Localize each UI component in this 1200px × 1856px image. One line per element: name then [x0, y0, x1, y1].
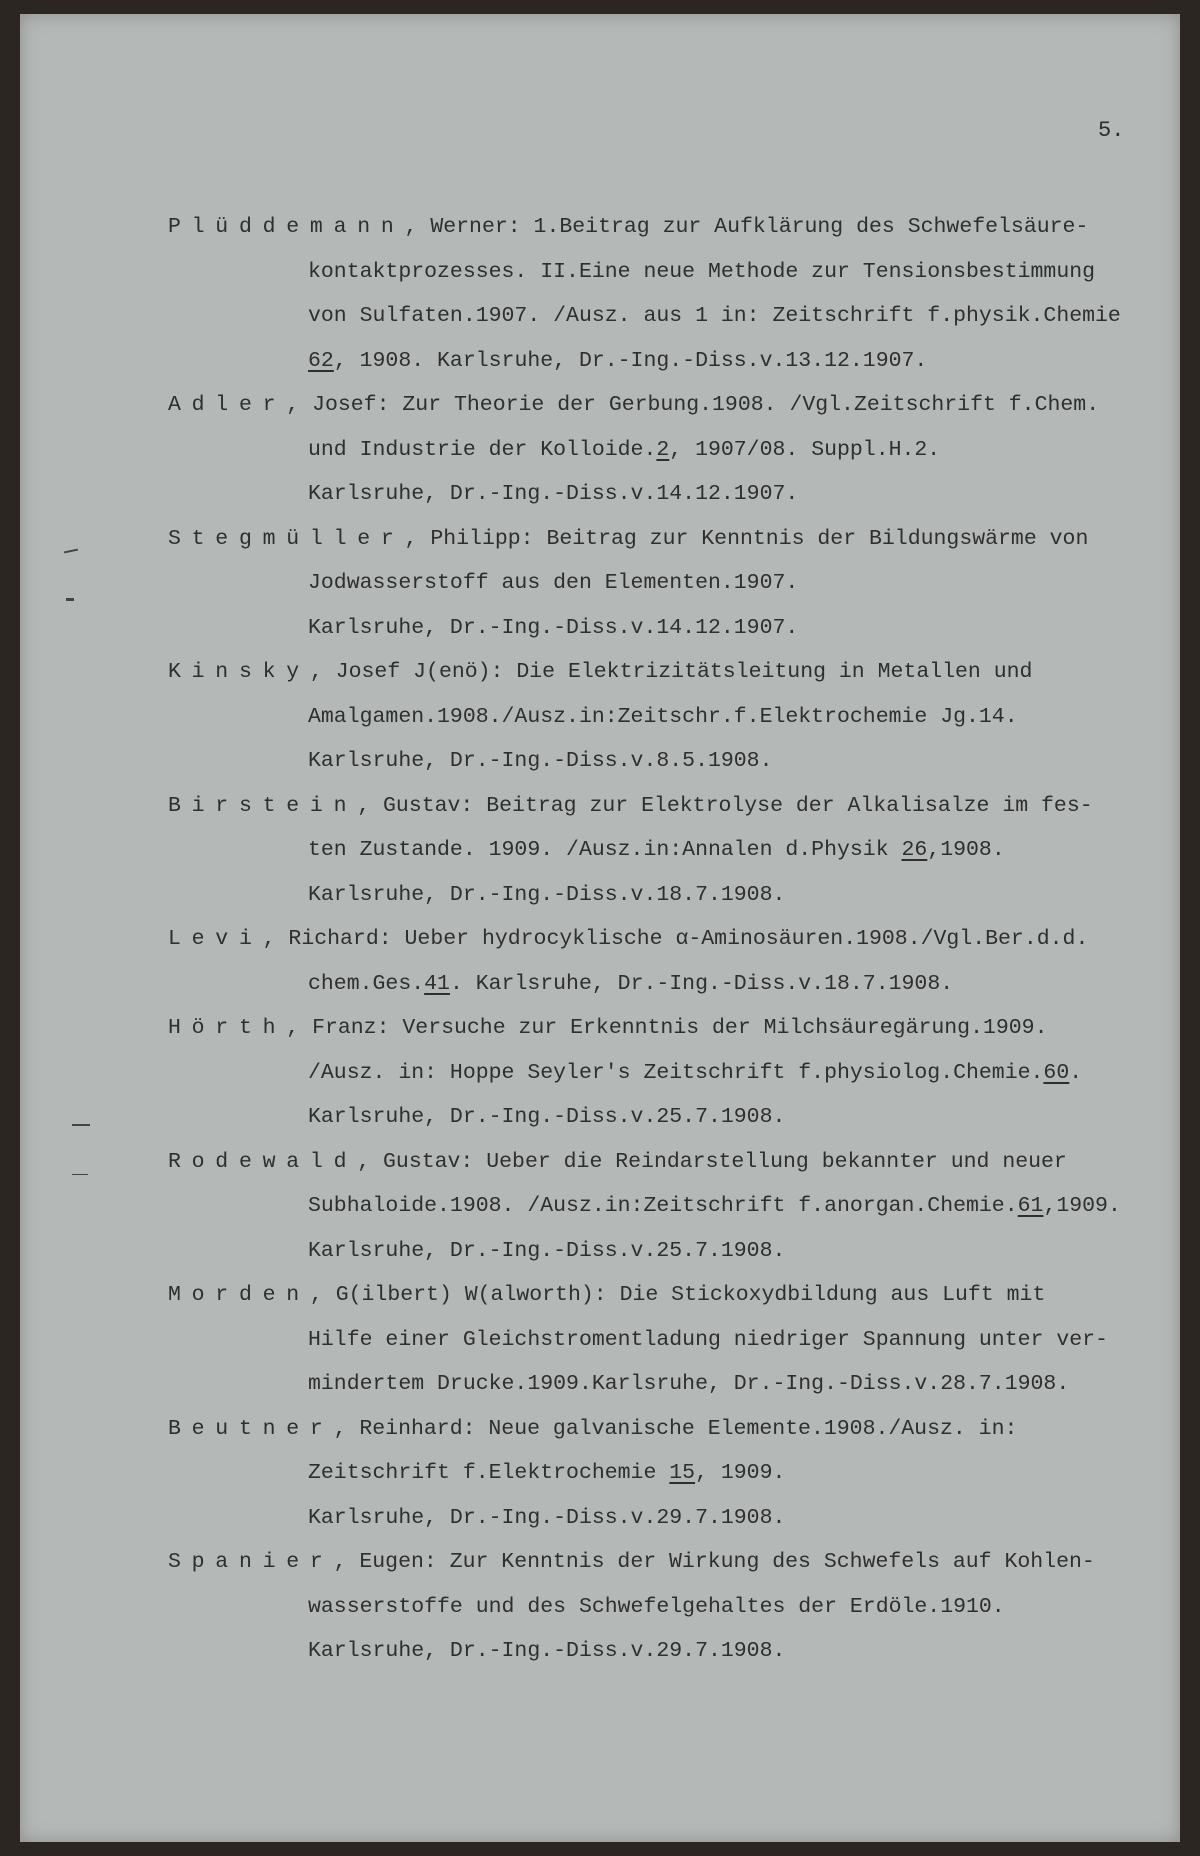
entry-text: Karlsruhe, Dr.-Ing.-Diss.v.18.7.1908.: [308, 882, 786, 907]
margin-mark: [72, 1174, 88, 1175]
entry-first-line: [168, 784, 1188, 829]
entry-text: Karlsruhe, Dr.-Ing.-Diss.v.14.12.1907.: [308, 615, 799, 640]
entry-text: , Gustav: Ueber die Reindarstellung bekannter und neuer: [357, 1149, 1067, 1174]
bibliography-entry: [168, 1140, 1188, 1274]
author-surname: Beutner: [168, 1416, 334, 1441]
volume-number: 60: [1043, 1060, 1070, 1085]
entry-continuation-line: [168, 1496, 1188, 1541]
bibliography-entry: [168, 1407, 1188, 1541]
entry-continuation-line: [168, 472, 1188, 517]
entry-continuation-line: [168, 873, 1188, 918]
entry-continuation-line: [168, 1362, 1188, 1407]
entry-continuation-line: [168, 606, 1188, 651]
entry-continuation-line: [168, 1451, 1188, 1496]
bibliography-entry: [168, 517, 1188, 651]
entry-text: Karlsruhe, Dr.-Ing.-Diss.v.25.7.1908.: [308, 1238, 786, 1263]
page-number: 5.: [1098, 118, 1125, 143]
entry-continuation-line: [168, 1585, 1188, 1630]
volume-number: 2: [656, 437, 670, 462]
entry-first-line: [168, 1006, 1188, 1051]
bibliography-entry: [168, 1540, 1188, 1674]
entry-text: ,1909.: [1043, 1194, 1121, 1218]
entry-text: .: [1069, 1060, 1083, 1085]
entry-text: , Reinhard: Neue galvanische Elemente.1908./Ausz. in:: [333, 1416, 1018, 1441]
entry-first-line: [168, 1540, 1188, 1585]
volume-number: 62: [308, 348, 334, 373]
entry-text: Jodwasserstoff aus den Elementen.1907.: [308, 571, 799, 595]
entry-text: Hilfe einer Gleichstromentladung niedriger Spannung unter ver-: [308, 1327, 1108, 1352]
entry-continuation-line: [168, 962, 1188, 1007]
margin-mark: [72, 1124, 90, 1126]
author-surname: Levi: [168, 927, 263, 951]
entry-text: , Philipp: Beitrag zur Kenntnis der Bildungswärme von: [404, 526, 1089, 551]
entry-text: ,1908.: [927, 838, 1005, 862]
entry-continuation-line: [168, 250, 1188, 295]
author-surname: Birstein: [168, 793, 358, 818]
entry-continuation-line: [168, 294, 1188, 339]
author-surname: Morden: [168, 1283, 310, 1307]
entry-continuation-line: [168, 1229, 1188, 1274]
entry-text: Karlsruhe, Dr.-Ing.-Diss.v.29.7.1908.: [308, 1505, 786, 1530]
volume-number: 15: [669, 1461, 696, 1485]
entry-first-line: [168, 517, 1188, 562]
bibliography-list: [168, 205, 1188, 1674]
entry-text: Karlsruhe, Dr.-Ing.-Diss.v.8.5.1908.: [308, 749, 773, 773]
entry-first-line: [168, 1273, 1188, 1318]
entry-text: Amalgamen.1908./Ausz.in:Zeitschr.f.Elektrochemie Jg.14.: [308, 704, 1018, 729]
bibliography-entry: [168, 383, 1188, 517]
entry-text: , Richard: Ueber hydrocyklische α-Aminosäuren.1908./Vgl.Ber.d.d.: [262, 927, 1089, 951]
entry-continuation-line: [168, 339, 1188, 384]
bibliography-entry: [168, 650, 1188, 784]
entry-first-line: [168, 917, 1188, 962]
margin-mark: [66, 598, 74, 601]
entry-text: von Sulfaten.1907. /Ausz. aus 1 in: Zeitschrift f.physik.Chemie: [308, 304, 1121, 328]
bibliography-entry: [168, 1273, 1188, 1407]
margin-mark: [64, 549, 78, 554]
bibliography-entry: [168, 1006, 1188, 1140]
entry-continuation-line: [168, 1318, 1188, 1363]
entry-text: Karlsruhe, Dr.-Ing.-Diss.v.25.7.1908.: [308, 1105, 786, 1129]
bibliography-entry: [168, 917, 1188, 1006]
author-surname: Adler: [168, 393, 287, 417]
entry-first-line: [168, 205, 1188, 250]
entry-text: , 1909.: [695, 1461, 786, 1485]
entry-text: Zeitschrift f.Elektrochemie: [308, 1461, 670, 1485]
author-surname: Plüddemann: [168, 215, 405, 239]
entry-text: Karlsruhe, Dr.-Ing.-Diss.v.29.7.1908.: [308, 1639, 786, 1663]
entry-continuation-line: [168, 428, 1188, 473]
entry-text: , G(ilbert) W(alworth): Die Stickoxydbildung aus Luft mit: [309, 1283, 1046, 1307]
entry-continuation-line: [168, 561, 1188, 606]
entry-first-line: [168, 1140, 1188, 1185]
volume-number: 26: [901, 838, 928, 862]
entry-continuation-line: [168, 739, 1188, 784]
entry-text: . Karlsruhe, Dr.-Ing.-Diss.v.18.7.1908.: [449, 971, 954, 996]
entry-first-line: [168, 1407, 1188, 1452]
entry-text: kontaktprozesses. II.Eine neue Methode zur Tensionsbestimmung: [308, 259, 1096, 284]
author-surname: Stegmüller: [168, 526, 405, 551]
author-surname: Spanier: [168, 1550, 334, 1574]
entry-text: , Gustav: Beitrag zur Elektrolyse der Alkalisalze im fes-: [357, 793, 1093, 818]
entry-text: mindertem Drucke.1909.Karlsruhe, Dr.-Ing.-Diss.v.28.7.1908.: [308, 1372, 1070, 1396]
author-surname: Kinsky: [168, 660, 310, 684]
entry-text: chem.Ges.: [308, 971, 425, 996]
bibliography-entry: [168, 784, 1188, 918]
document-page: [20, 14, 1180, 1842]
entry-continuation-line: [168, 1095, 1188, 1140]
entry-text: , Josef: Zur Theorie der Gerbung.1908. /Vgl.Zeitschrift f.Chem.: [286, 393, 1100, 417]
entry-continuation-line: [168, 1184, 1188, 1229]
entry-text: wasserstoffe und des Schwefelgehaltes der Erdöle.1910.: [308, 1594, 1005, 1619]
entry-first-line: [168, 650, 1188, 695]
entry-text: , Franz: Versuche zur Erkenntnis der Milchsäuregärung.1909.: [286, 1016, 1048, 1040]
entry-text: , Eugen: Zur Kenntnis der Wirkung des Schwefels auf Kohlen-: [333, 1550, 1095, 1574]
entry-text: /Ausz. in: Hoppe Seyler's Zeitschrift f.physiolog.Chemie.: [308, 1060, 1044, 1085]
entry-text: Subhaloide.1908. /Ausz.in:Zeitschrift f.anorgan.Chemie.: [308, 1194, 1018, 1218]
volume-number: 41: [424, 971, 450, 996]
entry-continuation-line: [168, 1051, 1188, 1096]
entry-text: , Josef J(enö): Die Elektrizitätsleitung in Metallen und: [309, 660, 1033, 684]
entry-text: , 1908. Karlsruhe, Dr.-Ing.-Diss.v.13.12.1907.: [333, 348, 928, 373]
entry-text: und Industrie der Kolloide.: [308, 437, 657, 462]
entry-continuation-line: [168, 695, 1188, 740]
volume-number: 61: [1017, 1194, 1044, 1218]
author-surname: Hörth: [168, 1016, 287, 1040]
entry-continuation-line: [168, 828, 1188, 873]
entry-text: ten Zustande. 1909. /Ausz.in:Annalen d.Physik: [308, 838, 902, 862]
entry-text: , 1907/08. Suppl.H.2.: [669, 437, 941, 462]
author-surname: Rodewald: [168, 1149, 358, 1174]
entry-text: Karlsruhe, Dr.-Ing.-Diss.v.14.12.1907.: [308, 482, 799, 506]
bibliography-entry: [168, 205, 1188, 383]
entry-continuation-line: [168, 1629, 1188, 1674]
entry-text: , Werner: 1.Beitrag zur Aufklärung des Schwefelsäure-: [404, 215, 1089, 239]
entry-first-line: [168, 383, 1188, 428]
